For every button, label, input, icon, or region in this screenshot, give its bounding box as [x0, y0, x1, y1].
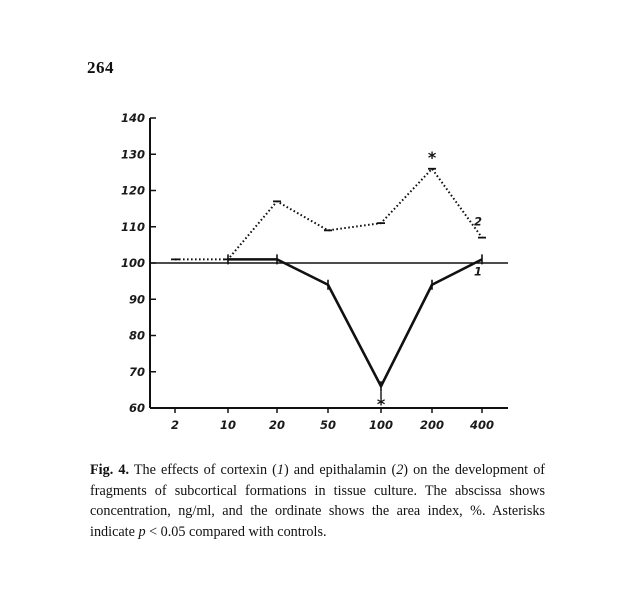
figure-caption	[90, 460, 545, 542]
chart-ticks	[121, 111, 494, 432]
page-number: 264	[87, 58, 114, 77]
caption-text-2: ) and epithalamin (	[283, 462, 397, 478]
y-tick-label: 80	[128, 328, 145, 343]
x-tick-label: 100	[368, 418, 394, 432]
y-tick-label: 120	[120, 183, 145, 198]
caption-ref-2: 2	[396, 462, 404, 478]
y-tick-label: 90	[128, 292, 145, 307]
series-1-line	[228, 259, 482, 386]
caption-text-4: < 0.05 compared with controls.	[145, 523, 327, 540]
significance-asterisk: *	[376, 394, 386, 414]
caption-p-symbol: p	[138, 523, 146, 540]
caption-text-1: The effects of cortexin (	[129, 462, 277, 478]
y-tick-label: 60	[128, 401, 145, 415]
x-tick-label: 50	[319, 418, 337, 432]
chart-series	[171, 148, 486, 414]
x-tick-label: 200	[419, 418, 445, 432]
caption-ref-1: 1	[276, 462, 284, 478]
y-tick-label: 70	[128, 364, 145, 379]
caption-text-3: ) on the development of fragments of subcortical formations in tissue culture. The abscissa shows concentration, ng/ml, and the ordinate shows the area index, %. Asterisks indicate	[90, 462, 546, 540]
chart-axes	[150, 118, 508, 408]
significance-asterisk: *	[427, 147, 437, 167]
y-tick-label: 100	[120, 256, 145, 270]
y-tick-label: 140	[120, 111, 145, 125]
y-tick-label: 130	[120, 147, 145, 162]
series-2-line	[175, 169, 482, 260]
series-1-label: 1	[473, 264, 483, 279]
chart-labels	[474, 215, 482, 279]
x-tick-label: 10	[219, 418, 237, 432]
x-tick-label: 400	[469, 418, 495, 432]
x-tick-label: 2	[170, 418, 180, 432]
figure-label: Fig. 4.	[90, 462, 129, 478]
x-tick-label: 20	[268, 418, 286, 432]
y-tick-label: 110	[120, 219, 145, 234]
series-2-label: 2	[473, 214, 483, 229]
